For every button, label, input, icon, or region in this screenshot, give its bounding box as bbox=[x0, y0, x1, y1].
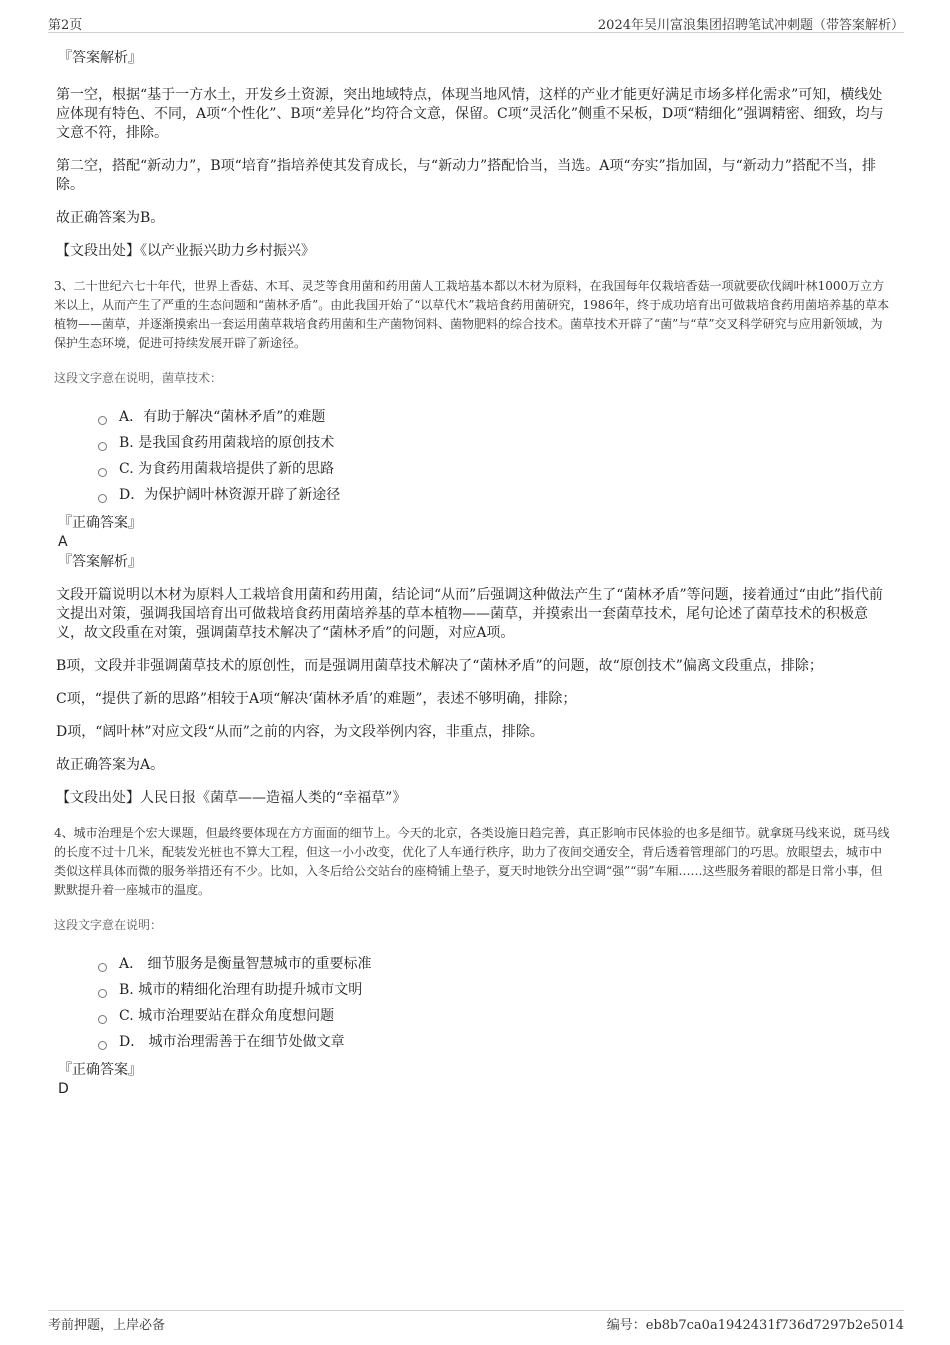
q2-conclusion: 故正确答案为B。 bbox=[56, 210, 165, 226]
document-title: 2024年吴川富浪集团招聘笔试冲刺题（带答案解析） bbox=[597, 18, 904, 33]
option-label: A．有助于解决“菌林矛盾”的难题 bbox=[119, 409, 326, 425]
radio-icon[interactable] bbox=[98, 494, 107, 503]
q3-conclusion: 故正确答案为A。 bbox=[56, 757, 165, 773]
q4-answer: D bbox=[58, 1081, 69, 1097]
option-d[interactable] bbox=[98, 1029, 891, 1055]
option-label: D．为保护阔叶林资源开辟了新途径 bbox=[119, 487, 341, 503]
radio-icon[interactable] bbox=[98, 989, 107, 998]
question-4-stem: 这段文字意在说明： bbox=[54, 918, 163, 932]
option-label: B. 是我国食药用菌栽培的原创技术 bbox=[119, 435, 335, 451]
radio-icon[interactable] bbox=[98, 1015, 107, 1024]
page-content bbox=[56, 48, 891, 1099]
q2-analysis-label: 『答案解析』 bbox=[58, 50, 142, 66]
radio-icon[interactable] bbox=[98, 416, 107, 425]
option-label: C. 城市治理要站在群众角度想问题 bbox=[119, 1008, 335, 1024]
radio-icon[interactable] bbox=[98, 442, 107, 451]
q3-analysis-para: B项，文段并非强调菌草技术的原创性，而是强调用菌草技术解决了“菌林矛盾”的问题，故“原创技术”偏离文段重点，排除； bbox=[56, 658, 823, 674]
radio-icon[interactable] bbox=[98, 468, 107, 477]
option-label: C. 为食药用菌栽培提供了新的思路 bbox=[119, 461, 335, 477]
q2-analysis-para: 第一空，根据“基于一方水土，开发乡土资源，突出地域特点，体现当地风情，这样的产业才能更好满足市场多样化需求”可知，横线处应体现有特色、不同，A项“个性化”、B项“差异化”均符合文意，保留。C项“灵活化”侧重不呆板，D项“精细化”强调精密、细致，均与文意不符，排除。 bbox=[56, 87, 884, 141]
option-c[interactable] bbox=[98, 456, 891, 482]
document-id: 编号：eb8b7ca0a1942431f736d7297b2e5014 bbox=[606, 1318, 904, 1333]
q3-analysis-para: C项，“提供了新的思路”相较于A项“解决‘菌林矛盾’的难题”，表述不够明确，排除； bbox=[56, 691, 577, 707]
option-label: D． 城市治理需善于在细节处做文章 bbox=[119, 1034, 345, 1050]
q2-analysis-para: 第二空，搭配“新动力”，B项“培育”指培养使其发育成长，与“新动力”搭配恰当，当选。A项“夯实”指加固，与“新动力”搭配不当，排除。 bbox=[56, 158, 876, 193]
q4-answer-label: 『正确答案』 bbox=[58, 1062, 142, 1078]
page-number: 第2页 bbox=[48, 18, 83, 33]
q3-answer-label: 『正确答案』 bbox=[58, 515, 142, 531]
footer-slogan: 考前押题，上岸必备 bbox=[48, 1318, 166, 1333]
option-b[interactable] bbox=[98, 430, 891, 456]
q3-source: 【文段出处】人民日报《菌草——造福人类的“幸福草”》 bbox=[56, 790, 407, 806]
q3-answer: A bbox=[58, 534, 68, 550]
option-label: A． 细节服务是衡量智慧城市的重要标准 bbox=[119, 956, 372, 972]
q3-analysis-para: 文段开篇说明以木材为原料人工栽培食用菌和药用菌，结论词“从而”后强调这种做法产生了“菌林矛盾”等问题，接着通过“由此”指代前文提出对策，强调我国培育出可做栽培食药用菌培养基的草本植物——菌草，并摸索出一套菌草技术，尾句论述了菌草技术的积极意义，故文段重在对策，强调菌草技术解决了“菌林矛盾”的问题，对应A项。 bbox=[56, 587, 883, 641]
option-d[interactable] bbox=[98, 482, 891, 508]
q2-source: 【文段出处】《以产业振兴助力乡村振兴》 bbox=[56, 243, 315, 259]
page-header bbox=[48, 12, 904, 33]
option-label: B. 城市的精细化治理有助提升城市文明 bbox=[119, 982, 363, 998]
page-footer bbox=[48, 1310, 904, 1335]
q3-analysis-para: D项，“阔叶林”对应文段“从而”之前的内容，为文段举例内容，非重点，排除。 bbox=[56, 724, 544, 740]
question-4-options bbox=[98, 951, 891, 1055]
question-3-text: 3、二十世纪六七十年代，世界上香菇、木耳、灵芝等食用菌和药用菌人工栽培基本都以木材为原料，在我国每年仅栽培香菇一项就要砍伐阔叶林1000万立方米以上，从而产生了严重的生态问题和“菌林矛盾”。由此我国开始了“以草代木”栽培食药用菌研究，1986年，终于成功培育出可做栽培食药用菌培养基的草本植物——菌草，并逐渐摸索出一套运用菌草栽培食药用菌和生产菌物饲料、菌物肥料的综合技术。菌草技术开辟了“菌”与“草”交叉科学研究与应用新领域，为保护生态环境，促进可持续发展开辟了新途径。 bbox=[54, 279, 890, 350]
option-a[interactable] bbox=[98, 951, 891, 977]
option-c[interactable] bbox=[98, 1003, 891, 1029]
q3-analysis-label: 『答案解析』 bbox=[58, 554, 142, 570]
radio-icon[interactable] bbox=[98, 963, 107, 972]
question-3-stem: 这段文字意在说明，菌草技术： bbox=[54, 371, 223, 385]
option-b[interactable] bbox=[98, 977, 891, 1003]
question-4-text: 4、城市治理是个宏大课题，但最终要体现在方方面面的细节上。今天的北京，各类设施日趋完善，真正影响市民体验的也多是细节。就拿斑马线来说，斑马线的长度不过十几米，配装发光桩也不算大工程，但这一小小改变，优化了人车通行秩序，助力了夜间交通安全，背后透着管理部门的巧思。放眼望去，城市中类似这样具体而微的服务举措还有不少。比如，入冬后给公交站台的座椅铺上垫子，夏天时地铁分出空调“强”“弱”车厢……这些服务着眼的都是日常小事，但默默提升着一座城市的温度。 bbox=[54, 826, 890, 897]
radio-icon[interactable] bbox=[98, 1041, 107, 1050]
option-a[interactable] bbox=[98, 404, 891, 430]
question-3-options bbox=[98, 404, 891, 508]
